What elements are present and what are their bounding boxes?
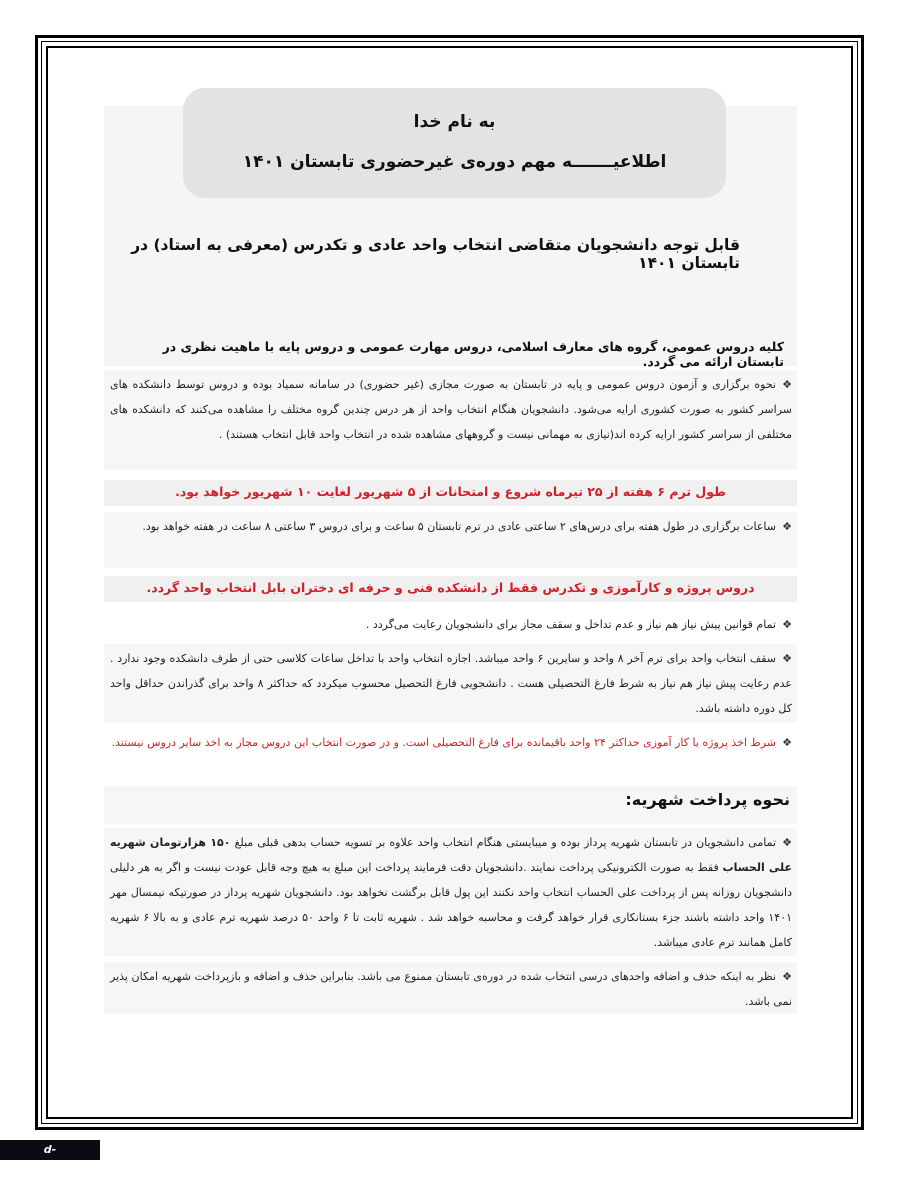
term-length-banner: طول ترم ۶ هفته از ۲۵ تیرماه شروع و امتحانات از ۵ شهریور لغایت ۱۰ شهریور خواهد بود. — [104, 480, 797, 506]
bullet-icon: ❖ — [782, 970, 792, 983]
tuition-payment-heading: نحوه پرداخت شهریه: — [625, 790, 790, 809]
item-text: شرط اخذ پروژه یا کار آموزی حداکثر ۲۴ واحد باقیمانده برای فارغ التحصیلی است. و در صورت انتخاب این دروس مجاز به اخذ سایر دروس نیستند. — [111, 736, 776, 749]
list-item-credit-limit — [110, 646, 792, 721]
subtitle-notice: قابل توجه دانشجویان متقاضی انتخاب واحد عادی و تکدرس (معرفی به استاد) در تابستان ۱۴۰۱ — [131, 236, 740, 272]
list-item-online-courses — [110, 372, 792, 447]
header-bismillah: به نام خدا — [413, 112, 496, 132]
bullet-icon: ❖ — [782, 378, 792, 391]
bullet-icon: ❖ — [782, 520, 792, 533]
header-banner — [183, 88, 726, 198]
item-text: نظر به اینکه حذف و اضافه واحدهای درسی انتخاب شده در دوره‌ی تابستان ممنوع می باشد. بنابراین حذف و اضافه و بازپرداخت شهریه امکان پذیر نمی باشد. — [110, 970, 792, 1008]
header-announcement-title: اطلاعیـــــــه مهم دوره‌ی غیرحضوری تابستان ۱۴۰۱ — [242, 152, 667, 172]
bullet-icon: ❖ — [782, 652, 792, 665]
bullet-icon: ❖ — [782, 618, 792, 631]
list-item-project-condition — [110, 730, 792, 755]
item-text: سقف انتخاب واحد برای ترم آخر ۸ واحد و سایرین ۶ واحد میباشد. اجازه انتخاب واحد با تداخل ساعات کلاسی حتی از طرف دانشکده وجود ندارد . عدم رعایت پیش نیاز هم نیاز به شرط فارغ التحصیلی هست . دانشجویی فارغ التحصیل محسوب میکردد که حداکثر ۸ واحد برای گذراندن حداقل واحد کل دوره داشته باشد. — [110, 652, 792, 715]
item-text-c: فقط به صورت الکترونیکی پرداخت نمایند .دانشجویان دقت فرمایند پرداخت این مبلغ به هیچ وجه قابل عودت نیست و اگر به هر دلیلی دانشجویان روزانه پس از پرداخت علی الحساب انتخاب واحد نکنند این پول قابل برگشت نخواهد بود. دانشجویان شهریه پرداز در صورتیکه نیمسال مهر ۱۴۰۱ واحد داشته باشند جزء بستانکاری قرار خواهد گرفت و محاسبه خواهد شد . شهریه ثابت تا ۶ واحد ۵۰ درصد شهریه ترم عادی و به بالا ۶ شهریه کامل همانند ترم عادی میباشد. — [110, 861, 793, 949]
item-text: تمام قوانین پیش نیاز هم نیاز و عدم تداخل و سقف مجاز برای دانشجویان رعایت می‌گردد . — [365, 618, 776, 631]
site-url-badge[interactable]: d-babol.nus.ac.ir — [0, 1140, 100, 1160]
list-item-prerequisites — [110, 612, 792, 637]
general-courses-line: کلیه دروس عمومی، گروه های معارف اسلامی، دروس مهارت عمومی و دروس پایه با ماهیت نظری در تابستان ارائه می گردد. — [112, 339, 784, 373]
bullet-icon: ❖ — [782, 836, 792, 849]
item-text: ساعات برگزاری در طول هفته برای درس‌های ۲ ساعتی عادی در ترم تابستان ۵ ساعت و برای دروس ۳ ساعتی ۸ ساعت در هفته خواهد بود. — [142, 520, 776, 533]
project-internship-banner: دروس پروژه و کارآموزی و تکدرس فقط از دانشکده فنی و حرفه ای دختران بابل انتخاب واحد گردد. — [104, 576, 797, 602]
item-text: نحوه برگزاری و آزمون دروس عمومی و پایه در تابستان به صورت مجازی (غیر حضوری) در سامانه سمیاد بوده و دروس توسط دانشکده های سراسر کشور به صورت کشوری ارایه می‌شود. دانشجویان هنگام انتخاب واحد از هر درس چندین گروه مختلف را مشاهده می‌کنند که دانشکده های مختلفی از سراسر کشور ارایه کرده اند(نیازی به مهمانی نیست و گروههای مشاهده شده در انتخاب واحد قابل انتخاب هستند) . — [110, 378, 792, 441]
item-text-a: تمامی دانشجویان در تابستان شهریه پرداز بوده و میبایستی هنگام انتخاب واحد علاوه بر تسویه حساب بدهی قبلی مبلغ — [230, 836, 777, 849]
item-text-amount: ۱۵۰ هزارتومان شهریه علی الحساب — [110, 836, 793, 874]
bullet-icon: ❖ — [782, 736, 792, 749]
list-item-class-hours — [110, 514, 792, 539]
list-item-tuition — [110, 830, 792, 955]
list-item-add-drop — [110, 964, 792, 1014]
